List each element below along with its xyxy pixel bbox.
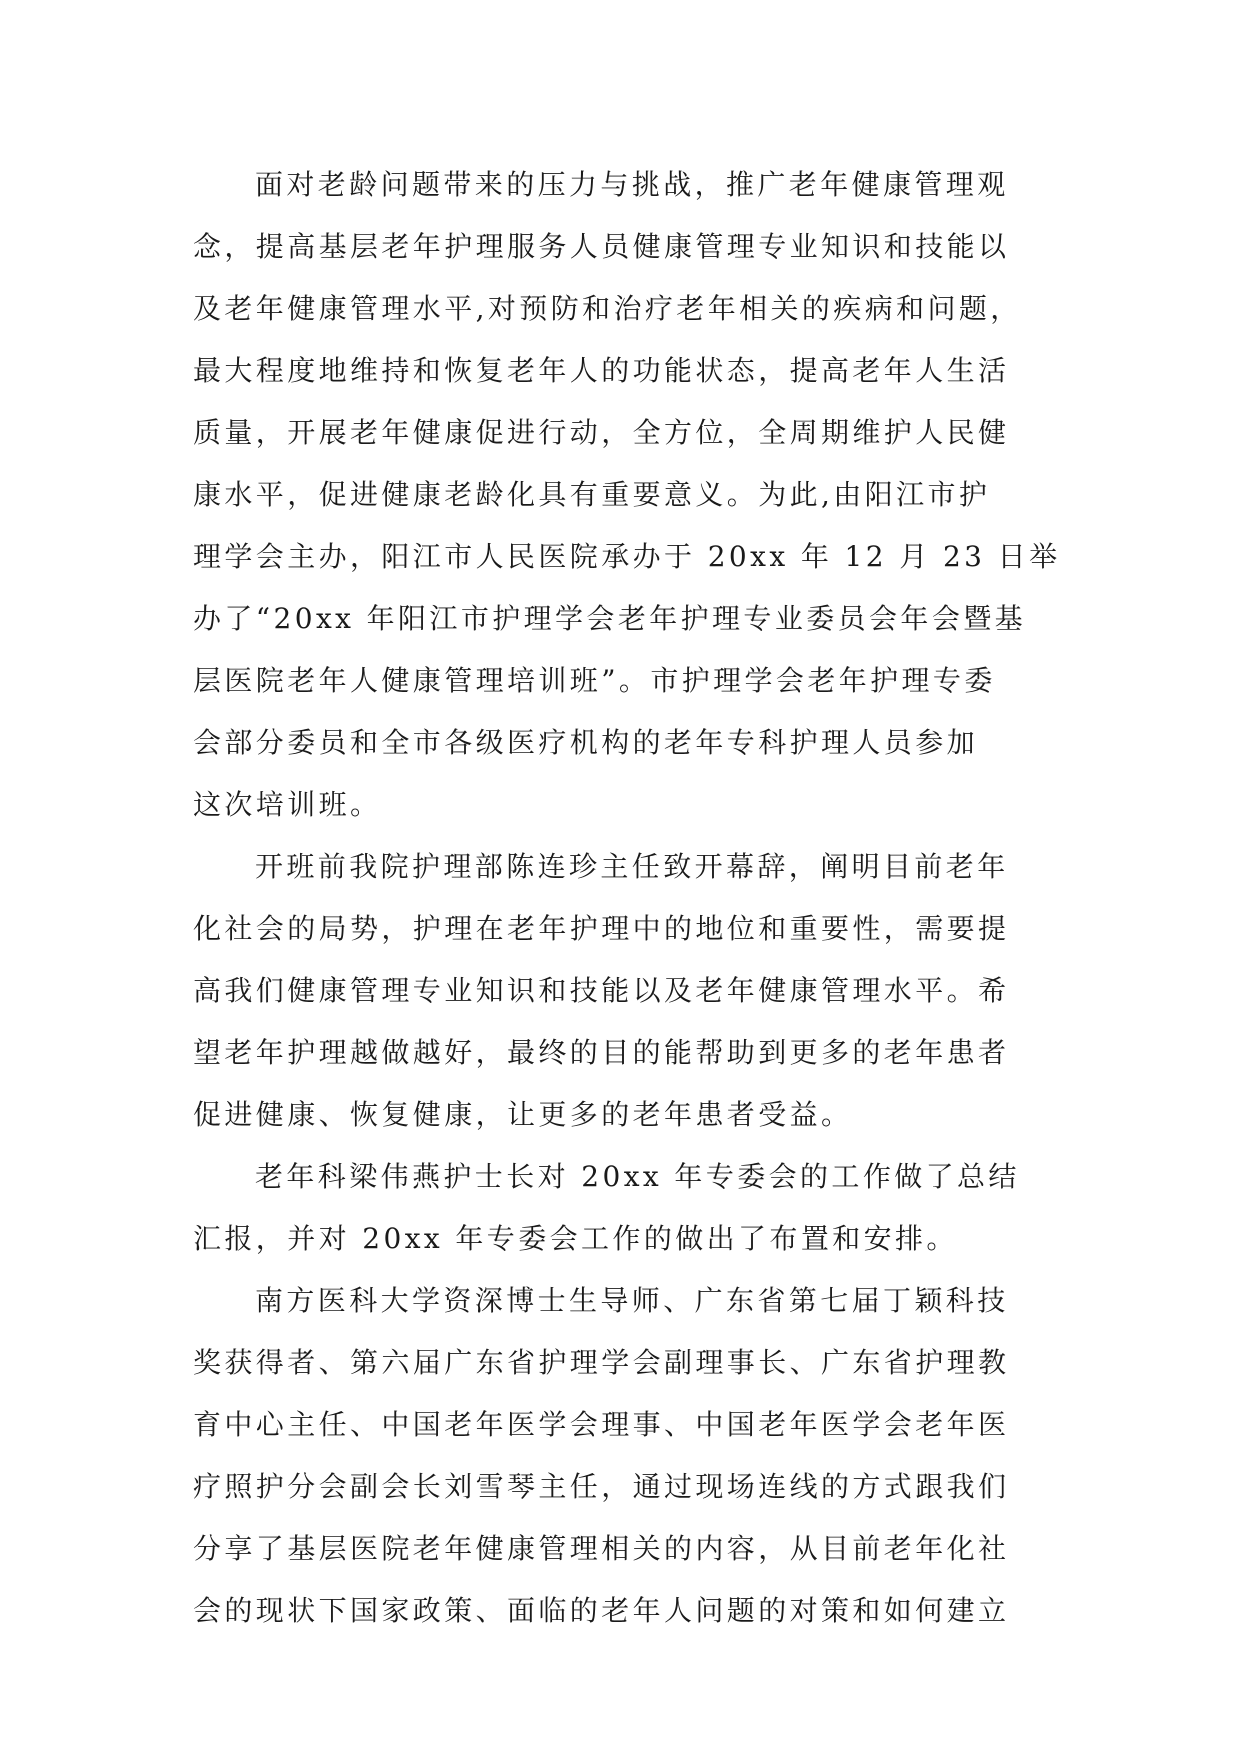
text-line: 分享了基层医院老年健康管理相关的内容，从目前老年化社 — [193, 1532, 1010, 1565]
text-line: 高我们健康管理专业知识和技能以及老年健康管理水平。希 — [193, 974, 1010, 1007]
text-line: 最大程度地维持和恢复老年人的功能状态，提高老年人生活 — [193, 354, 1010, 387]
text-line: 面对老龄问题带来的压力与挑战，推广老年健康管理观 — [255, 168, 1009, 201]
text-line: 奖获得者、第六届广东省护理学会副理事长、广东省护理教 — [193, 1346, 1010, 1379]
text-line: 望老年护理越做越好，最终的目的能帮助到更多的老年患者 — [193, 1036, 1010, 1069]
text-line: 老年科梁伟燕护士长对 20xx 年专委会的工作做了总结 — [255, 1160, 1020, 1193]
text-line: 开班前我院护理部陈连珍主任致开幕辞，阐明目前老年 — [255, 850, 1009, 883]
text-line: 康水平，促进健康老龄化具有重要意义。为此,由阳江市护 — [193, 478, 991, 511]
paragraph-opening-speech — [193, 836, 1053, 1146]
text-line: 这次培训班。 — [193, 788, 382, 821]
paragraph-work-report — [193, 1146, 1053, 1270]
text-line: 化社会的局势，护理在老年护理中的地位和重要性，需要提 — [193, 912, 1010, 945]
text-line: 育中心主任、中国老年医学会理事、中国老年医学会老年医 — [193, 1408, 1010, 1441]
text-line: 促进健康、恢复健康，让更多的老年患者受益。 — [193, 1098, 853, 1131]
text-line: 汇报，并对 20xx 年专委会工作的做出了布置和安排。 — [193, 1222, 958, 1255]
text-line: 及老年健康管理水平,对预防和治疗老年相关的疾病和问题， — [193, 292, 1022, 325]
text-line: 质量，开展老年健康促进行动，全方位，全周期维护人民健 — [193, 416, 1010, 449]
document-body — [193, 154, 1061, 1642]
paragraph-lecture — [193, 1270, 1053, 1642]
text-line: 层医院老年人健康管理培训班”。市护理学会老年护理专委 — [193, 664, 996, 697]
text-line: 会部分委员和全市各级医疗机构的老年专科护理人员参加 — [193, 726, 979, 759]
text-line: 办了“20xx 年阳江市护理学会老年护理专业委员会年会暨基 — [193, 602, 1027, 635]
text-line: 理学会主办，阳江市人民医院承办于 20xx 年 12 月 23 日举 — [193, 540, 1061, 573]
text-line: 会的现状下国家政策、面临的老年人问题的对策和如何建立 — [193, 1594, 1010, 1627]
paragraph-intro — [193, 154, 1061, 836]
text-line: 疗照护分会副会长刘雪琴主任，通过现场连线的方式跟我们 — [193, 1470, 1010, 1503]
text-line: 南方医科大学资深博士生导师、广东省第七届丁颖科技 — [255, 1284, 1009, 1317]
text-line: 念，提高基层老年护理服务人员健康管理专业知识和技能以 — [193, 230, 1010, 263]
